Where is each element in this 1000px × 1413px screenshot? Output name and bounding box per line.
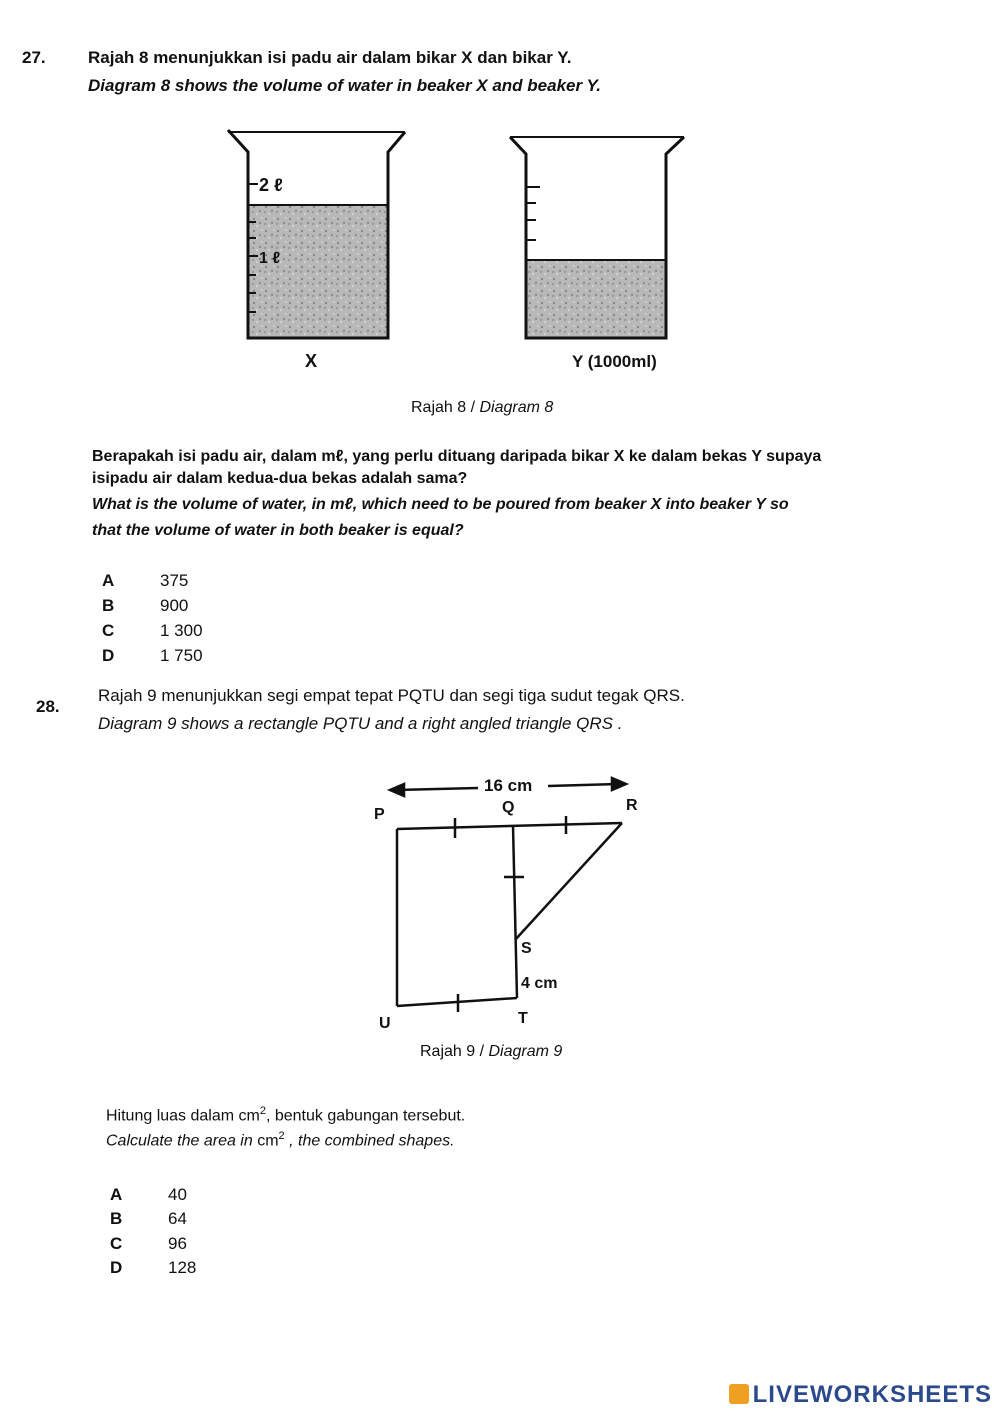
q28-intro-ms: Rajah 9 menunjukkan segi empat tepat PQTU dan segi tiga sudut tegak QRS.: [98, 686, 685, 705]
q27-intro-ms: Rajah 8 menunjukkan isi padu air dalam bikar X dan bikar Y.: [88, 48, 572, 67]
q28-option-b[interactable]: B 64: [110, 1209, 187, 1228]
q28-question-en: Calculate the area in $cm^2$ , the combined shapes.: [106, 1130, 455, 1150]
q27-option-b[interactable]: B 900: [102, 596, 189, 615]
q27-option-a[interactable]: A 375: [102, 571, 189, 590]
q27-question-ms-2: isipadu air dalam kedua-dua bekas adalah sama?: [92, 470, 468, 487]
diagram-8: [0, 0, 1000, 420]
q27-question-ms-1: Berapakah isi padu air, dalam mℓ, yang perlu dituang daripada bikar X ke dalam bekas Y supaya: [92, 448, 822, 465]
beaker-x-mark-1l: 1 ℓ: [259, 250, 281, 267]
vertex-p: P: [374, 806, 385, 823]
beaker-x-water: [248, 205, 388, 337]
q27-option-d[interactable]: D 1 750: [102, 646, 203, 665]
beaker-y-water: [526, 260, 666, 337]
diagram-8-caption: Rajah 8 / Diagram 8: [411, 399, 554, 416]
vertex-s: S: [521, 940, 532, 957]
q28-option-d[interactable]: D 128: [110, 1258, 197, 1277]
q27-number: 27.: [22, 48, 46, 67]
q28-option-c[interactable]: C 96: [110, 1234, 187, 1253]
q27-option-c[interactable]: C 1 300: [102, 621, 203, 640]
diagram-9-caption: Rajah 9 / Diagram 9: [420, 1043, 563, 1060]
beaker-y-label: Y (1000ml): [572, 352, 657, 371]
side-label: 4 cm: [521, 975, 558, 992]
vertex-r: R: [626, 797, 638, 814]
vertex-q: Q: [502, 799, 515, 816]
q28-intro-en: Diagram 9 shows a rectangle PQTU and a right angled triangle QRS .: [98, 714, 623, 733]
liveworksheets-icon: [729, 1384, 749, 1404]
width-label: 16 cm: [484, 776, 533, 795]
beaker-x-mark-2l: 2 ℓ: [259, 175, 283, 195]
vertex-u: U: [379, 1015, 391, 1032]
liveworksheets-logo: LIVEWORKSHEETS: [729, 1381, 992, 1409]
beaker-y: [510, 137, 684, 371]
q27-question-en-1: What is the volume of water, in mℓ, which need to be poured from beaker X into beaker Y so: [92, 496, 789, 513]
beaker-x: [228, 130, 405, 371]
beaker-x-label: X: [305, 351, 318, 371]
vertex-t: T: [518, 1010, 528, 1027]
q28-question-ms: Hitung luas dalam $cm^2$, bentuk gabungan tersebut.: [106, 1105, 466, 1125]
diagram-9: [0, 760, 1000, 1040]
q28-number: 28.: [36, 697, 60, 716]
q27-intro-en: Diagram 8 shows the volume of water in beaker X and beaker Y.: [88, 76, 602, 95]
q28-option-a[interactable]: A 40: [110, 1185, 187, 1204]
q27-question-en-2: that the volume of water in both beaker is equal?: [92, 522, 464, 539]
